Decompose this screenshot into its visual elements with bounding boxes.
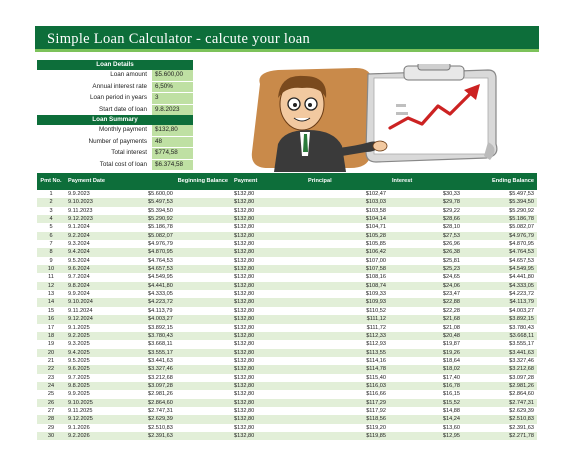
payment-date-cell: 9.8.2024: [65, 282, 145, 290]
interest-cell: $20,48: [389, 332, 463, 340]
beginning-balance-cell: $3.668,11: [145, 340, 231, 348]
principal-cell: $105,85: [305, 240, 389, 248]
col-ending-balance: Ending Balance: [463, 173, 537, 190]
interest-cell: $12,95: [389, 432, 463, 440]
beginning-balance-cell: $3.892,15: [145, 324, 231, 332]
monthly-payment-label: Monthly payment: [37, 125, 152, 136]
pmt-no-cell: 12: [37, 282, 65, 290]
principal-cell: $103,58: [305, 207, 389, 215]
principal-cell: $103,03: [305, 198, 389, 206]
payment-date-cell: 9.9.2023: [65, 190, 145, 198]
table-row: [37, 324, 537, 332]
beginning-balance-cell: $4.333,05: [145, 290, 231, 298]
payment-date-cell: 9.1.2025: [65, 324, 145, 332]
loan-amount-label: Loan amount: [37, 70, 152, 81]
principal-cell: $112,93: [305, 340, 389, 348]
table-row: [37, 240, 537, 248]
payment-date-cell: 9.7.2024: [65, 273, 145, 281]
start-date-label: Start date of loan: [37, 105, 152, 116]
payment-cell: $132,80: [231, 399, 305, 407]
principal-cell: $117,29: [305, 399, 389, 407]
ending-balance-cell: $5.186,78: [463, 215, 537, 223]
pmt-no-cell: 2: [37, 198, 65, 206]
payment-cell: $132,80: [231, 307, 305, 315]
businessman-chart-illustration: [238, 64, 510, 172]
pmt-no-cell: 18: [37, 332, 65, 340]
interest-cell: $14,88: [389, 407, 463, 415]
payment-date-cell: 9.1.2024: [65, 223, 145, 231]
table-row: [37, 332, 537, 340]
table-row: [37, 248, 537, 256]
interest-cell: $14,24: [389, 415, 463, 423]
total-interest-value: $774,58: [152, 148, 193, 159]
principal-cell: $114,16: [305, 357, 389, 365]
interest-cell: $26,38: [389, 248, 463, 256]
loan-period-row: [37, 93, 193, 105]
ending-balance-cell: $4.549,95: [463, 265, 537, 273]
payment-cell: $132,80: [231, 290, 305, 298]
ending-balance-cell: $4.113,79: [463, 298, 537, 306]
total-cost-label: Total cost of loan: [37, 160, 152, 171]
beginning-balance-cell: $3.097,28: [145, 382, 231, 390]
payment-cell: $132,80: [231, 257, 305, 265]
ending-balance-cell: $4.764,53: [463, 248, 537, 256]
pmt-no-cell: 4: [37, 215, 65, 223]
beginning-balance-cell: $2.747,31: [145, 407, 231, 415]
beginning-balance-cell: $2.510,83: [145, 424, 231, 432]
ending-balance-cell: $4.441,80: [463, 273, 537, 281]
table-row: [37, 407, 537, 415]
beginning-balance-cell: $3.780,43: [145, 332, 231, 340]
payment-date-cell: 9.6.2025: [65, 365, 145, 373]
beginning-balance-cell: $5.600,00: [145, 190, 231, 198]
ending-balance-cell: $3.327,46: [463, 357, 537, 365]
loan-period-value[interactable]: 3: [152, 93, 193, 104]
beginning-balance-cell: $3.327,46: [145, 365, 231, 373]
payment-cell: $132,80: [231, 240, 305, 248]
interest-rate-label: Annual interest rate: [37, 82, 152, 93]
principal-cell: $110,52: [305, 307, 389, 315]
beginning-balance-cell: $5.497,53: [145, 198, 231, 206]
number-of-payments-value: 48: [152, 137, 193, 148]
principal-cell: $118,56: [305, 415, 389, 423]
payment-date-cell: 9.5.2024: [65, 257, 145, 265]
payment-cell: $132,80: [231, 198, 305, 206]
pmt-no-cell: 1: [37, 190, 65, 198]
ending-balance-cell: $4.333,05: [463, 282, 537, 290]
col-payment: Payment: [231, 173, 305, 190]
ending-balance-cell: $3.555,17: [463, 340, 537, 348]
pmt-no-cell: 13: [37, 290, 65, 298]
interest-cell: $27,53: [389, 232, 463, 240]
number-of-payments-row: [37, 137, 193, 149]
table-header-row: [37, 173, 537, 190]
loan-summary-header: Loan Summary: [37, 115, 193, 125]
pmt-no-cell: 30: [37, 432, 65, 440]
beginning-balance-cell: $4.549,95: [145, 273, 231, 281]
col-interest: Interest: [389, 173, 463, 190]
payment-date-cell: 9.1.2026: [65, 424, 145, 432]
interest-cell: $30,33: [389, 190, 463, 198]
beginning-balance-cell: $3.212,68: [145, 374, 231, 382]
payment-cell: $132,80: [231, 282, 305, 290]
payment-date-cell: 9.2.2024: [65, 232, 145, 240]
beginning-balance-cell: $5.290,92: [145, 215, 231, 223]
loan-period-label: Loan period in years: [37, 93, 152, 104]
table-row: [37, 273, 537, 281]
payment-cell: $132,80: [231, 190, 305, 198]
table-row: [37, 290, 537, 298]
pmt-no-cell: 8: [37, 248, 65, 256]
principal-cell: $112,33: [305, 332, 389, 340]
pmt-no-cell: 17: [37, 324, 65, 332]
interest-cell: $26,96: [389, 240, 463, 248]
payment-cell: $132,80: [231, 232, 305, 240]
table-row: [37, 298, 537, 306]
beginning-balance-cell: $4.657,53: [145, 265, 231, 273]
payment-date-cell: 9.12.2025: [65, 415, 145, 423]
table-row: [37, 265, 537, 273]
payment-date-cell: 9.11.2024: [65, 307, 145, 315]
payment-date-cell: 9.12.2024: [65, 315, 145, 323]
principal-cell: $116,66: [305, 390, 389, 398]
ending-balance-cell: $5.497,53: [463, 190, 537, 198]
col-pmt-no: Pmt No.: [37, 173, 65, 190]
monthly-payment-value: $132,80: [152, 125, 193, 136]
payment-cell: $132,80: [231, 407, 305, 415]
interest-rate-value[interactable]: 6,50%: [152, 82, 193, 93]
beginning-balance-cell: $3.441,63: [145, 357, 231, 365]
loan-amount-value[interactable]: $5.600,00: [152, 70, 193, 81]
ending-balance-cell: $4.976,79: [463, 232, 537, 240]
ending-balance-cell: $2.864,60: [463, 390, 537, 398]
payment-date-cell: 9.10.2025: [65, 399, 145, 407]
pmt-no-cell: 24: [37, 382, 65, 390]
table-row: [37, 223, 537, 231]
payment-cell: $132,80: [231, 424, 305, 432]
principal-cell: $119,20: [305, 424, 389, 432]
payment-cell: $132,80: [231, 207, 305, 215]
payment-cell: $132,80: [231, 315, 305, 323]
beginning-balance-cell: $4.764,53: [145, 257, 231, 265]
interest-cell: $22,88: [389, 298, 463, 306]
table-row: [37, 282, 537, 290]
beginning-balance-cell: $5.394,50: [145, 207, 231, 215]
ending-balance-cell: $3.668,11: [463, 332, 537, 340]
interest-cell: $28,10: [389, 223, 463, 231]
interest-cell: $16,15: [389, 390, 463, 398]
total-cost-value: $6.374,58: [152, 160, 193, 171]
payment-cell: $132,80: [231, 248, 305, 256]
payment-cell: $132,80: [231, 298, 305, 306]
principal-cell: $114,78: [305, 365, 389, 373]
pmt-no-cell: 28: [37, 415, 65, 423]
table-row: [37, 315, 537, 323]
pmt-no-cell: 15: [37, 307, 65, 315]
principal-cell: $111,12: [305, 315, 389, 323]
interest-cell: $19,87: [389, 340, 463, 348]
payment-date-cell: 9.11.2023: [65, 207, 145, 215]
loan-summary-panel: [37, 115, 193, 171]
table-row: [37, 432, 537, 440]
payment-cell: $132,80: [231, 390, 305, 398]
principal-cell: $116,03: [305, 382, 389, 390]
loan-details-panel: [37, 60, 193, 116]
interest-cell: $24,06: [389, 282, 463, 290]
total-cost-row: [37, 160, 193, 172]
ending-balance-cell: $5.082,07: [463, 223, 537, 231]
ending-balance-cell: $2.629,39: [463, 407, 537, 415]
payment-date-cell: 9.4.2024: [65, 248, 145, 256]
ending-balance-cell: $4.870,95: [463, 240, 537, 248]
pmt-no-cell: 29: [37, 424, 65, 432]
ending-balance-cell: $3.892,15: [463, 315, 537, 323]
monthly-payment-row: [37, 125, 193, 137]
principal-cell: $104,71: [305, 223, 389, 231]
pmt-no-cell: 3: [37, 207, 65, 215]
principal-cell: $109,33: [305, 290, 389, 298]
principal-cell: $113,55: [305, 349, 389, 357]
col-payment-date: Payment Date: [65, 173, 145, 190]
payment-cell: $132,80: [231, 415, 305, 423]
pmt-no-cell: 26: [37, 399, 65, 407]
payment-cell: $132,80: [231, 432, 305, 440]
pmt-no-cell: 7: [37, 240, 65, 248]
payment-date-cell: 9.4.2025: [65, 349, 145, 357]
pmt-no-cell: 10: [37, 265, 65, 273]
payment-cell: $132,80: [231, 324, 305, 332]
principal-cell: $111,72: [305, 324, 389, 332]
principal-cell: $104,14: [305, 215, 389, 223]
payment-date-cell: 9.3.2024: [65, 240, 145, 248]
payment-cell: $132,80: [231, 273, 305, 281]
principal-cell: $117,92: [305, 407, 389, 415]
interest-cell: $18,02: [389, 365, 463, 373]
payment-cell: $132,80: [231, 223, 305, 231]
interest-cell: $21,08: [389, 324, 463, 332]
ending-balance-cell: $5.290,92: [463, 207, 537, 215]
beginning-balance-cell: $4.003,27: [145, 315, 231, 323]
ending-balance-cell: $4.223,72: [463, 290, 537, 298]
beginning-balance-cell: $4.113,79: [145, 307, 231, 315]
pmt-no-cell: 9: [37, 257, 65, 265]
table-row: [37, 340, 537, 348]
beginning-balance-cell: $2.981,26: [145, 390, 231, 398]
ending-balance-cell: $3.780,43: [463, 324, 537, 332]
amortization-table: [37, 173, 537, 440]
payment-date-cell: 9.7.2025: [65, 374, 145, 382]
principal-cell: $106,42: [305, 248, 389, 256]
principal-cell: $105,28: [305, 232, 389, 240]
loan-details-header: Loan Details: [37, 60, 193, 70]
principal-cell: $107,58: [305, 265, 389, 273]
interest-cell: $21,68: [389, 315, 463, 323]
page-title: Simple Loan Calculator - calcute your loan: [35, 26, 539, 52]
pmt-no-cell: 27: [37, 407, 65, 415]
interest-cell: $29,22: [389, 207, 463, 215]
table-row: [37, 390, 537, 398]
interest-cell: $18,64: [389, 357, 463, 365]
payment-date-cell: 9.11.2025: [65, 407, 145, 415]
ending-balance-cell: $2.271,78: [463, 432, 537, 440]
pmt-no-cell: 25: [37, 390, 65, 398]
table-row: [37, 374, 537, 382]
interest-cell: $16,78: [389, 382, 463, 390]
interest-cell: $15,52: [389, 399, 463, 407]
payment-date-cell: 9.12.2023: [65, 215, 145, 223]
total-interest-row: [37, 148, 193, 160]
interest-cell: $19,26: [389, 349, 463, 357]
ending-balance-cell: $4.003,27: [463, 307, 537, 315]
pmt-no-cell: 20: [37, 349, 65, 357]
payment-cell: $132,80: [231, 215, 305, 223]
principal-cell: $107,00: [305, 257, 389, 265]
pmt-no-cell: 19: [37, 340, 65, 348]
pmt-no-cell: 16: [37, 315, 65, 323]
beginning-balance-cell: $5.082,07: [145, 232, 231, 240]
payment-date-cell: 9.10.2023: [65, 198, 145, 206]
payment-cell: $132,80: [231, 265, 305, 273]
table-row: [37, 215, 537, 223]
ending-balance-cell: $2.510,83: [463, 415, 537, 423]
table-row: [37, 357, 537, 365]
pmt-no-cell: 5: [37, 223, 65, 231]
interest-cell: $29,78: [389, 198, 463, 206]
ending-balance-cell: $3.212,68: [463, 365, 537, 373]
ending-balance-cell: $2.981,26: [463, 382, 537, 390]
principal-cell: $108,74: [305, 282, 389, 290]
pmt-no-cell: 22: [37, 365, 65, 373]
payment-cell: $132,80: [231, 340, 305, 348]
pmt-no-cell: 21: [37, 357, 65, 365]
payment-date-cell: 9.8.2025: [65, 382, 145, 390]
total-interest-label: Total interest: [37, 148, 152, 159]
payment-date-cell: 9.9.2024: [65, 290, 145, 298]
interest-cell: $17,40: [389, 374, 463, 382]
principal-cell: $115,40: [305, 374, 389, 382]
interest-rate-row: [37, 82, 193, 94]
table-row: [37, 415, 537, 423]
table-row: [37, 232, 537, 240]
ending-balance-cell: $3.441,63: [463, 349, 537, 357]
payment-date-cell: 9.2.2025: [65, 332, 145, 340]
interest-cell: $23,47: [389, 290, 463, 298]
pmt-no-cell: 23: [37, 374, 65, 382]
interest-cell: $25,23: [389, 265, 463, 273]
table-row: [37, 257, 537, 265]
payment-cell: $132,80: [231, 332, 305, 340]
table-row: [37, 349, 537, 357]
table-body: [37, 190, 537, 440]
payment-cell: $132,80: [231, 357, 305, 365]
beginning-balance-cell: $4.223,72: [145, 298, 231, 306]
payment-date-cell: 9.3.2025: [65, 340, 145, 348]
start-date-value[interactable]: 9.8.2023: [152, 105, 193, 116]
interest-cell: $28,66: [389, 215, 463, 223]
pmt-no-cell: 6: [37, 232, 65, 240]
pmt-no-cell: 14: [37, 298, 65, 306]
ending-balance-cell: $5.394,50: [463, 198, 537, 206]
beginning-balance-cell: $4.976,79: [145, 240, 231, 248]
beginning-balance-cell: $4.441,80: [145, 282, 231, 290]
interest-cell: $25,81: [389, 257, 463, 265]
principal-cell: $108,16: [305, 273, 389, 281]
table-row: [37, 207, 537, 215]
beginning-balance-cell: $3.555,17: [145, 349, 231, 357]
table-row: [37, 198, 537, 206]
beginning-balance-cell: $5.186,78: [145, 223, 231, 231]
principal-cell: $119,85: [305, 432, 389, 440]
payment-date-cell: 9.9.2025: [65, 390, 145, 398]
pmt-no-cell: 11: [37, 273, 65, 281]
col-beginning-balance: Beginning Balance: [145, 173, 231, 190]
payment-date-cell: 9.2.2026: [65, 432, 145, 440]
payment-date-cell: 9.10.2024: [65, 298, 145, 306]
col-principal: Principal: [305, 173, 389, 190]
principal-cell: $102,47: [305, 190, 389, 198]
loan-amount-row: [37, 70, 193, 82]
payment-cell: $132,80: [231, 374, 305, 382]
beginning-balance-cell: $2.864,60: [145, 399, 231, 407]
beginning-balance-cell: $4.870,95: [145, 248, 231, 256]
beginning-balance-cell: $2.391,63: [145, 432, 231, 440]
table-row: [37, 307, 537, 315]
ending-balance-cell: $3.097,28: [463, 374, 537, 382]
ending-balance-cell: $2.747,31: [463, 399, 537, 407]
ending-balance-cell: $4.657,53: [463, 257, 537, 265]
interest-cell: $13,60: [389, 424, 463, 432]
table-row: [37, 190, 537, 198]
table-row: [37, 424, 537, 432]
payment-cell: $132,80: [231, 349, 305, 357]
payment-cell: $132,80: [231, 382, 305, 390]
number-of-payments-label: Number of payments: [37, 137, 152, 148]
payment-date-cell: 9.5.2025: [65, 357, 145, 365]
principal-cell: $109,93: [305, 298, 389, 306]
interest-cell: $24,65: [389, 273, 463, 281]
table-row: [37, 365, 537, 373]
ending-balance-cell: $2.391,63: [463, 424, 537, 432]
table-row: [37, 399, 537, 407]
payment-cell: $132,80: [231, 365, 305, 373]
payment-date-cell: 9.6.2024: [65, 265, 145, 273]
table-row: [37, 382, 537, 390]
interest-cell: $22,28: [389, 307, 463, 315]
beginning-balance-cell: $2.629,39: [145, 415, 231, 423]
